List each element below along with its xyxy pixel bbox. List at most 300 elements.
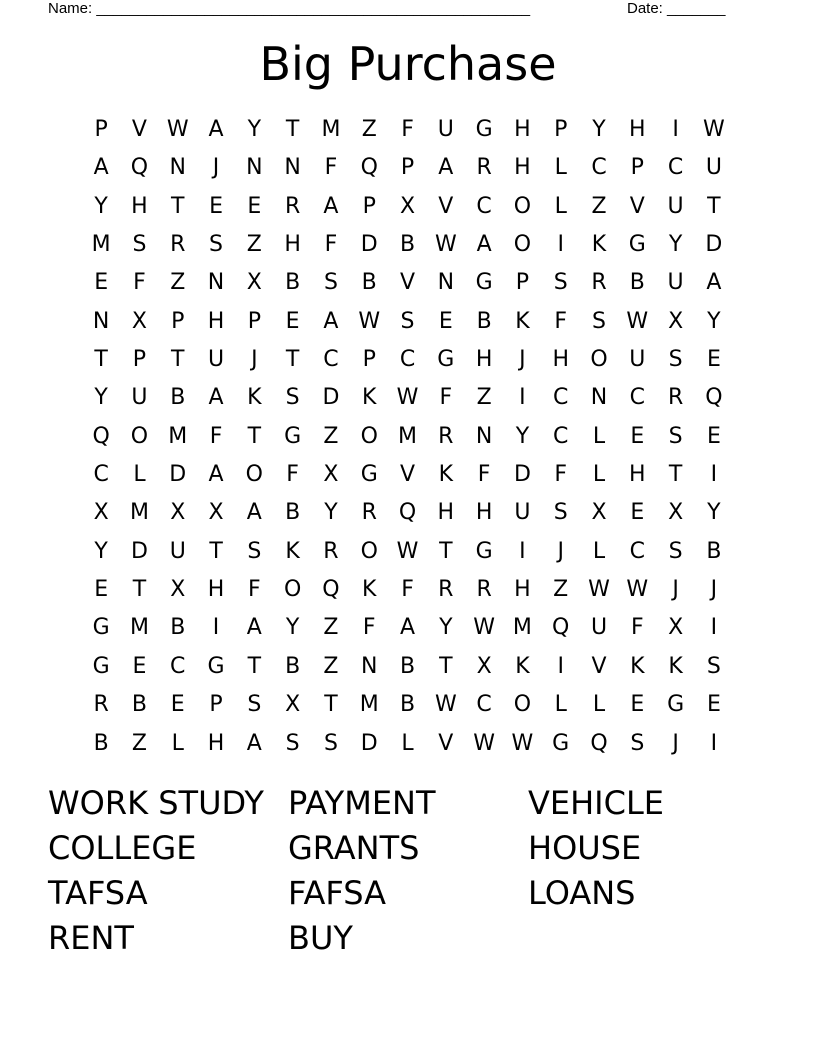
- grid-letter: K: [515, 653, 530, 679]
- word-list-item: VEHICLE: [528, 784, 664, 822]
- grid-letter: D: [513, 462, 531, 488]
- grid-letter: M: [168, 423, 188, 449]
- grid-letter: W: [626, 308, 649, 334]
- grid-letter: T: [247, 423, 262, 449]
- grid-letter: Z: [476, 385, 492, 411]
- page-title: Big Purchase: [259, 37, 557, 91]
- grid-letter: X: [170, 500, 186, 526]
- grid-letter: W: [473, 615, 495, 641]
- grid-letter: V: [438, 730, 454, 756]
- grid-letter: W: [473, 730, 495, 756]
- grid-letter: W: [358, 308, 381, 334]
- grid-letter: F: [248, 577, 261, 603]
- grid-letter: F: [401, 117, 414, 142]
- grid-letter: P: [400, 155, 415, 181]
- grid-letter: B: [399, 653, 416, 679]
- grid-letter: T: [94, 347, 108, 373]
- grid-letter: N: [92, 308, 110, 334]
- grid-letter: Z: [170, 270, 186, 296]
- grid-letter: P: [171, 308, 185, 334]
- grid-letter: G: [92, 615, 110, 641]
- grid-letter: A: [208, 117, 224, 142]
- grid-letter: E: [94, 270, 109, 296]
- grid-letter: E: [94, 577, 109, 603]
- grid-letter: L: [133, 462, 146, 488]
- grid-letter: T: [439, 538, 453, 564]
- grid-letter: C: [553, 423, 569, 449]
- grid-letter: A: [246, 500, 262, 526]
- grid-letter: H: [629, 462, 646, 488]
- grid-letter: O: [590, 347, 608, 373]
- grid-letter: B: [361, 270, 377, 296]
- grid-letter: N: [246, 155, 263, 181]
- grid-letter: Y: [707, 500, 721, 526]
- grid-letter: Q: [360, 155, 378, 181]
- grid-letter: R: [361, 500, 377, 526]
- grid-letter: Y: [285, 615, 300, 641]
- grid-letter: J: [710, 577, 718, 603]
- grid-letter: W: [511, 730, 534, 756]
- grid-letter: C: [629, 385, 645, 411]
- grid-letter: G: [475, 117, 493, 142]
- grid-letter: O: [283, 577, 302, 603]
- grid-letter: K: [362, 577, 377, 603]
- grid-letter: U: [705, 155, 722, 181]
- grid-letter: P: [362, 347, 376, 373]
- grid-letter: X: [668, 500, 684, 526]
- grid-letter: P: [132, 347, 147, 373]
- grid-letter: Q: [322, 577, 340, 603]
- grid-letter: V: [399, 462, 416, 488]
- letter-grid: [82, 111, 733, 763]
- grid-letter: U: [169, 538, 186, 564]
- grid-letter: A: [246, 615, 262, 641]
- grid-letter: O: [130, 423, 149, 449]
- grid-letter: C: [399, 347, 416, 373]
- grid-letter: G: [284, 423, 302, 449]
- word-list-item: COLLEGE: [48, 829, 197, 867]
- grid-letter: O: [513, 692, 532, 718]
- grid-letter: S: [668, 347, 683, 373]
- grid-letter: G: [437, 347, 455, 373]
- grid-letter: F: [554, 462, 568, 488]
- grid-letter: H: [207, 577, 225, 603]
- grid-letter: F: [209, 423, 223, 449]
- grid-letter: L: [171, 730, 184, 756]
- grid-letter: M: [91, 232, 111, 258]
- grid-letter: V: [438, 193, 454, 219]
- grid-letter: C: [553, 385, 569, 411]
- grid-letter: Q: [552, 615, 570, 641]
- grid-letter: S: [668, 423, 683, 449]
- grid-letter: H: [552, 347, 569, 373]
- grid-letter: T: [132, 577, 147, 603]
- grid-letter: M: [129, 500, 149, 526]
- grid-letter: F: [286, 462, 299, 488]
- grid-letter: H: [629, 117, 646, 142]
- grid-letter: J: [519, 347, 526, 373]
- grid-letter: J: [557, 538, 564, 564]
- grid-letter: R: [170, 232, 186, 258]
- grid-letter: B: [285, 270, 301, 296]
- grid-letter: T: [285, 347, 300, 373]
- grid-letter: L: [592, 692, 606, 718]
- grid-letter: G: [207, 653, 225, 679]
- grid-letter: B: [170, 615, 186, 641]
- grid-letter: R: [667, 385, 684, 411]
- grid-letter: H: [207, 730, 225, 756]
- grid-letter: E: [630, 500, 645, 526]
- grid-letter: W: [434, 232, 457, 258]
- grid-letter: O: [360, 423, 378, 449]
- grid-letter: A: [246, 730, 262, 756]
- grid-letter: T: [324, 692, 338, 718]
- grid-letter: X: [131, 308, 147, 334]
- grid-letter: L: [592, 538, 606, 564]
- grid-letter: F: [324, 155, 338, 181]
- word-list-item: TAFSA: [48, 874, 148, 912]
- grid-letter: Z: [323, 423, 339, 449]
- grid-letter: S: [592, 308, 606, 334]
- grid-letter: P: [554, 117, 568, 142]
- grid-letter: Z: [361, 117, 377, 142]
- grid-letter: G: [92, 653, 110, 679]
- grid-letter: I: [557, 653, 564, 679]
- grid-letter: X: [668, 308, 684, 334]
- grid-letter: N: [475, 423, 493, 449]
- grid-letter: K: [438, 462, 454, 488]
- grid-letter: S: [209, 232, 224, 258]
- grid-letter: S: [553, 500, 568, 526]
- grid-letter: P: [247, 308, 261, 334]
- grid-letter: A: [438, 155, 454, 181]
- grid-letter: F: [477, 462, 491, 488]
- grid-letter: I: [710, 730, 718, 756]
- grid-letter: A: [399, 615, 416, 641]
- grid-letter: R: [438, 577, 454, 603]
- grid-letter: Y: [439, 615, 453, 641]
- grid-letter: E: [438, 308, 453, 334]
- grid-letter: S: [285, 385, 300, 411]
- grid-letter: W: [166, 117, 189, 142]
- grid-letter: G: [628, 232, 646, 258]
- grid-letter: X: [246, 270, 262, 296]
- grid-letter: Z: [323, 615, 339, 641]
- grid-letter: V: [629, 193, 645, 219]
- grid-letter: L: [592, 462, 606, 488]
- grid-letter: R: [476, 577, 492, 603]
- grid-letter: W: [588, 577, 610, 603]
- grid-letter: Q: [130, 155, 149, 181]
- word-list-item: FAFSA: [288, 874, 386, 912]
- grid-letter: Y: [94, 193, 108, 219]
- grid-letter: U: [131, 385, 148, 411]
- grid-letter: U: [590, 615, 608, 641]
- grid-letter: E: [209, 193, 223, 219]
- grid-letter: J: [672, 577, 679, 603]
- grid-letter: B: [285, 500, 301, 526]
- header: [48, 0, 748, 20]
- grid-letter: K: [668, 653, 683, 679]
- grid-letter: Z: [323, 653, 339, 679]
- date-field-label: Date: _______: [627, 0, 726, 17]
- grid-letter: R: [323, 538, 339, 564]
- grid-letter: D: [705, 232, 723, 258]
- grid-letter: E: [706, 347, 721, 373]
- grid-letter: C: [323, 347, 339, 373]
- grid-letter: X: [323, 462, 339, 488]
- grid-letter: S: [706, 653, 721, 679]
- grid-letter: U: [629, 347, 646, 373]
- grid-letter: Z: [553, 577, 569, 603]
- grid-letter: F: [554, 308, 568, 334]
- grid-letter: R: [284, 193, 301, 219]
- grid-letter: F: [439, 385, 453, 411]
- grid-letter: H: [475, 500, 493, 526]
- grid-letter: S: [323, 270, 338, 296]
- grid-letter: B: [706, 538, 722, 564]
- grid-letter: I: [212, 615, 220, 641]
- grid-letter: G: [552, 730, 570, 756]
- grid-letter: M: [359, 692, 379, 718]
- word-list-item: RENT: [48, 919, 134, 957]
- grid-letter: M: [321, 117, 341, 142]
- grid-letter: N: [360, 653, 378, 679]
- grid-letter: K: [630, 653, 645, 679]
- grid-letter: B: [170, 385, 186, 411]
- grid-letter: B: [629, 270, 645, 296]
- grid-letter: T: [171, 347, 185, 373]
- grid-letter: U: [514, 500, 531, 526]
- grid-letter: H: [514, 117, 531, 142]
- grid-letter: I: [710, 615, 718, 641]
- grid-letter: I: [519, 538, 526, 564]
- grid-letter: W: [396, 385, 419, 411]
- word-list-item: HOUSE: [528, 829, 642, 867]
- grid-letter: G: [667, 692, 685, 718]
- grid-letter: D: [322, 385, 340, 411]
- grid-letter: T: [285, 117, 300, 142]
- grid-letter: Q: [590, 730, 608, 756]
- grid-letter: Y: [94, 385, 108, 411]
- grid-letter: P: [209, 692, 223, 718]
- grid-letter: R: [93, 692, 109, 718]
- word-list-item: GRANTS: [288, 829, 420, 867]
- grid-letter: F: [324, 232, 338, 258]
- grid-letter: S: [323, 730, 338, 756]
- grid-letter: E: [630, 423, 645, 449]
- grid-letter: A: [208, 385, 224, 411]
- grid-letter: T: [439, 653, 453, 679]
- grid-letter: B: [93, 730, 109, 756]
- grid-letter: I: [672, 117, 679, 142]
- grid-letter: B: [399, 232, 416, 258]
- grid-letter: G: [475, 538, 493, 564]
- grid-letter: X: [591, 500, 607, 526]
- grid-letter: A: [93, 155, 109, 181]
- grid-letter: L: [554, 193, 567, 219]
- grid-letter: S: [285, 730, 300, 756]
- grid-letter: P: [630, 155, 644, 181]
- grid-letter: V: [131, 117, 147, 142]
- grid-letter: V: [591, 653, 607, 679]
- grid-letter: C: [476, 193, 492, 219]
- grid-letter: L: [592, 423, 606, 449]
- grid-letter: D: [360, 730, 378, 756]
- grid-letter: I: [710, 462, 718, 488]
- grid-letter: C: [476, 692, 492, 718]
- grid-letter: O: [245, 462, 263, 488]
- grid-letter: N: [169, 155, 186, 181]
- grid-letter: F: [630, 615, 644, 641]
- grid-letter: H: [514, 155, 531, 181]
- grid-letter: E: [132, 653, 147, 679]
- grid-letter: O: [360, 538, 378, 564]
- grid-letter: W: [396, 538, 419, 564]
- grid-letter: Y: [668, 232, 683, 258]
- grid-letter: E: [630, 692, 645, 718]
- grid-letter: O: [513, 232, 532, 258]
- grid-letter: N: [590, 385, 608, 411]
- name-field-label: Name: ____________________________________________________: [48, 0, 531, 17]
- grid-letter: I: [557, 232, 564, 258]
- grid-letter: S: [247, 538, 262, 564]
- grid-letter: H: [514, 577, 531, 603]
- grid-letter: C: [629, 538, 645, 564]
- grid-letter: J: [212, 155, 220, 181]
- grid-letter: B: [476, 308, 492, 334]
- grid-letter: S: [400, 308, 415, 334]
- grid-letter: C: [93, 462, 109, 488]
- grid-letter: U: [437, 117, 454, 142]
- word-list-item: LOANS: [528, 874, 636, 912]
- grid-letter: V: [399, 270, 416, 296]
- grid-letter: X: [208, 500, 224, 526]
- grid-letter: C: [667, 155, 684, 181]
- grid-letter: E: [247, 193, 262, 219]
- grid-letter: O: [513, 193, 532, 219]
- grid-letter: W: [626, 577, 649, 603]
- grid-letter: Y: [592, 117, 606, 142]
- grid-letter: P: [515, 270, 530, 296]
- grid-letter: E: [285, 308, 300, 334]
- grid-letter: L: [554, 155, 567, 181]
- grid-letter: Y: [94, 538, 108, 564]
- grid-letter: T: [209, 538, 223, 564]
- grid-letter: S: [553, 270, 568, 296]
- grid-letter: Z: [591, 193, 607, 219]
- grid-letter: Q: [398, 500, 417, 526]
- grid-letter: W: [703, 117, 725, 142]
- grid-letter: Y: [515, 423, 530, 449]
- grid-letter: X: [93, 500, 109, 526]
- grid-letter: J: [251, 347, 258, 373]
- grid-letter: C: [170, 653, 186, 679]
- grid-letter: E: [706, 692, 721, 718]
- word-list-item: PAYMENT: [288, 784, 436, 822]
- grid-letter: T: [247, 653, 262, 679]
- grid-letter: A: [208, 462, 224, 488]
- grid-letter: K: [285, 538, 300, 564]
- grid-letter: H: [475, 347, 493, 373]
- grid-letter: E: [170, 692, 185, 718]
- grid-letter: A: [476, 232, 492, 258]
- grid-letter: X: [170, 577, 186, 603]
- grid-letter: P: [362, 193, 376, 219]
- grid-letter: T: [668, 462, 683, 488]
- grid-letter: U: [667, 193, 684, 219]
- grid-letter: N: [437, 270, 455, 296]
- word-list-item: WORK STUDY: [48, 784, 264, 822]
- grid-letter: Z: [131, 730, 147, 756]
- grid-letter: M: [129, 615, 149, 641]
- grid-letter: F: [133, 270, 146, 296]
- grid-letter: B: [399, 692, 416, 718]
- grid-letter: J: [672, 730, 679, 756]
- grid-letter: R: [438, 423, 454, 449]
- grid-letter: S: [132, 232, 147, 258]
- word-list: [48, 782, 768, 962]
- grid-letter: G: [360, 462, 378, 488]
- grid-letter: S: [247, 692, 262, 718]
- grid-letter: T: [171, 193, 185, 219]
- grid-letter: H: [284, 232, 301, 258]
- grid-letter: B: [285, 653, 301, 679]
- grid-letter: S: [668, 538, 683, 564]
- grid-letter: X: [399, 193, 416, 219]
- grid-letter: X: [668, 615, 684, 641]
- grid-letter: P: [94, 117, 108, 142]
- grid-letter: K: [247, 385, 262, 411]
- grid-letter: D: [169, 462, 187, 488]
- grid-letter: M: [512, 615, 532, 641]
- grid-letter: H: [207, 308, 225, 334]
- grid-letter: K: [515, 308, 530, 334]
- grid-letter: U: [667, 270, 684, 296]
- grid-letter: K: [591, 232, 607, 258]
- grid-letter: D: [360, 232, 378, 258]
- grid-letter: K: [362, 385, 377, 411]
- grid-letter: R: [476, 155, 492, 181]
- word-list-item: BUY: [288, 919, 353, 957]
- grid-letter: B: [131, 692, 147, 718]
- grid-letter: M: [398, 423, 418, 449]
- grid-letter: L: [554, 692, 567, 718]
- grid-letter: X: [476, 653, 492, 679]
- grid-letter: A: [323, 308, 339, 334]
- grid-letter: D: [130, 538, 148, 564]
- grid-letter: G: [475, 270, 493, 296]
- grid-letter: A: [323, 193, 339, 219]
- grid-letter: T: [707, 193, 721, 219]
- grid-letter: F: [401, 577, 414, 603]
- grid-letter: Z: [246, 232, 262, 258]
- grid-letter: H: [437, 500, 455, 526]
- grid-letter: Q: [705, 385, 723, 411]
- grid-letter: F: [362, 615, 376, 641]
- grid-letter: Q: [92, 423, 110, 449]
- grid-letter: E: [706, 423, 721, 449]
- grid-letter: S: [630, 730, 645, 756]
- grid-letter: N: [284, 155, 301, 181]
- grid-letter: W: [434, 692, 457, 718]
- grid-letter: I: [519, 385, 526, 411]
- grid-letter: N: [207, 270, 225, 296]
- grid-letter: Y: [324, 500, 338, 526]
- grid-letter: C: [591, 155, 607, 181]
- grid-letter: L: [401, 730, 414, 756]
- grid-letter: A: [706, 270, 722, 296]
